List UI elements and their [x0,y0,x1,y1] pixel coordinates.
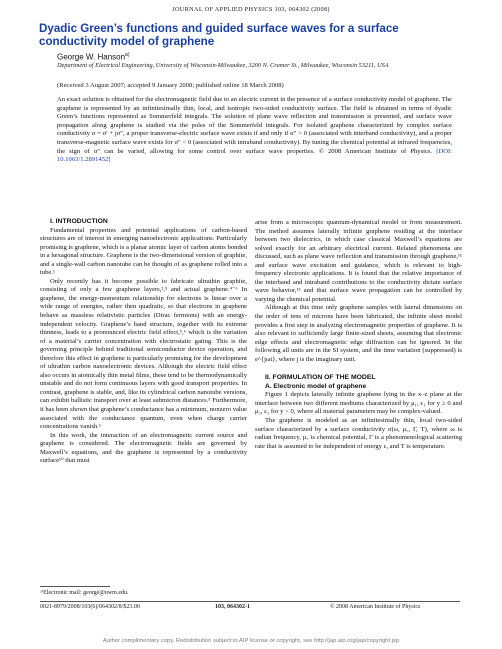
footnote-divider [40,586,110,587]
footer-page-id: 103, 064302-1 [215,604,250,610]
received-dates: (Received 3 August 2007; accepted 9 January 2008; published online 18 March 2008) [57,82,284,89]
affiliation: Department of Electrical Engineering, University of Wisconsin-Milwaukee, 3200 N. Cramer St., Milwaukee, Wisconsin 53211, USA [57,62,389,69]
right-column [255,219,462,451]
footer-copyright: © 2008 American Institute of Physics [330,604,421,610]
footer-divider [40,601,460,602]
author-name: George W. Hanson [57,52,126,62]
redistribution-notice[interactable]: Author complimentary copy. Redistribution subject to AIP license or copyright, see http://jap.aip.org/jap/copyright.jsp [102,638,400,644]
section-heading-introduction: I. INTRODUCTION [50,218,108,225]
abstract-text: An exact solution is obtained for the electromagnetic field due to an electric current in the presence of a surface conductivity model of graphene. The graphene is represented by an infinitesimally thin, local, and isotropic two-sided conductivity surface. The field is obtained in terms of dyadic Green’s functions represented as Sommerfeld integrals. The solution of plane wave reflection and transmission is presented, and surface wave propagation along graphene is studied via the poles of the Sommerfeld integrals. For isolated graphene characterized by complex surface conductivity σ = σ′ + jσ″, a proper transverse-electric surface wave exists if and only if σ″ > 0 (associated with interband conductivity), and a proper transverse-magnetic surface wave exists for σ″ < 0 (associated with intraband conductivity). By tuning the chemical potential at infrared frequencies, the sign of σ″ can be varied, allowing for some control over surface wave properties. © 2008 American Institute of Physics. [57,96,452,155]
body-paragraph: In this work, the interaction of an electromagnetic current source and graphene is considered. The electromagnetic fields are governed by Maxwell’s equations, and the graphene is represented by a conductivity surface¹⁰ that must [40,431,247,465]
body-paragraph: arise from a microscopic quantum-dynamical model or from measurement. The method assumes laterally infinite graphene residing at the interface between two dielectrics, in which case classical Maxwell’s equations are solved exactly for an arbitrary electrical current. Related phenomena are discussed, such as plane wave reflection and transmission through graphene,¹¹ and surface wave excitation and guidance, which is relevant to high-frequency electronic applications. It is found that the relative importance of the interband and intraband contributions to the conductivity dictate surface wave behavior,¹² and that surface wave propagation can be controlled by varying the chemical potential. [255,219,462,303]
abstract [57,96,452,165]
body-paragraph: Although at this time only graphene samples with lateral dimensions on the order of tens of microns have been fabricated, the infinite sheet model provides a first step in analyzing electromagnetic properties of graphene. It is also relevant to sufficiently large finite-sized sheets, assuming that electronic edge effects and electromagnetic edge diffraction can be ignored. In the following all units are in the SI system, and the time variation (suppressed) is e^{jωt}, where j is the imaginary unit. [255,304,462,363]
footer-issn: 0021-8979/2008/103(6)/064302/8/$23.00 [40,604,140,610]
left-column [40,218,247,466]
paper-title: Dyadic Green’s functions and guided surface waves for a surface conductivity model of graphene [39,22,399,48]
body-paragraph: The graphene is modeled as an infinitesimally thin, local two-sided surface characterized by a surface conductivity σ(ω, μ꜀, Γ, T), where ω is radian frequency, μ꜀ is chemical potential, Γ is a phenomenological scattering rate that is assumed to be independent of energy ε, and T is temperature. [255,417,462,450]
section-heading-formulation: II. FORMULATION OF THE MODEL [265,374,376,382]
author-footnote-mark: a) [125,52,130,58]
body-paragraph: Figure 1 depicts laterally infinite graphene lying in the x–z plane at the interface between two different mediums characterized by μ₁, ε₁ for y ≥ 0 and μ₂, ε₂ for y < 0, where all material parameters may be complex-valued. [255,391,462,416]
body-paragraph: Only recently has it become possible to fabricate ultrathin graphite, consisting of only a few graphene layers,²,³ and actual graphene.⁴⁻⁶ In graphene, the energy-momentum relationship for electrons is linear over a wide range of energies, rather then quadratic, so that electrons in graphene behave as massless relativistic particles (Dirac fermions) with an energy-independent velocity. Graphene’s band structure, together with its extreme thinness, leads to a pronounced electric field effect,⁵,⁶ which is the variation of a material’s carrier concentration with electrostatic gating. This is the governing principle behind traditional semiconductor device operation, and therefore this effect in graphene is particularly promising for the development of ultrathin carbon nanoelectronic devices. Although the electric field effect also occurs in atomically thin metal films, these tend to be thermodynamically unstable and do not form continuous layers with good transport properties. In contrast, graphene is stable, and, like its cylindrical carbon nanotube versions, can exhibit ballistic transport over at least submicron distances.⁵ Furthermore, it has been shown that graphene’s conductance has a minimum, nonzero value associated with the conductance quantum, even when charge carrier concentrations vanish.⁶ [40,277,247,431]
subsection-heading-electronic-model: A. Electronic model of graphene [265,382,367,390]
author-email-footnote: ᵃ⁾Electronic mail: george@uwm.edu. [40,590,129,596]
doi-link[interactable]: [DOI: 10.1063/1.2891452] [57,147,452,164]
body-paragraph: Fundamental properties and potential applications of carbon-based structures are of interest in emerging nanoelectronic applications. Particularly promising is graphene, which is a planar atomic layer of carbon atoms bonded in a hexagonal structure. Graphene is the two-dimensional version of graphite, and a single-wall carbon nanotube can be thought of as graphene rolled into a tube.¹ [40,226,247,277]
running-head: JOURNAL OF APPLIED PHYSICS 103, 064302 (2008) [172,6,330,13]
author-line [57,52,130,62]
